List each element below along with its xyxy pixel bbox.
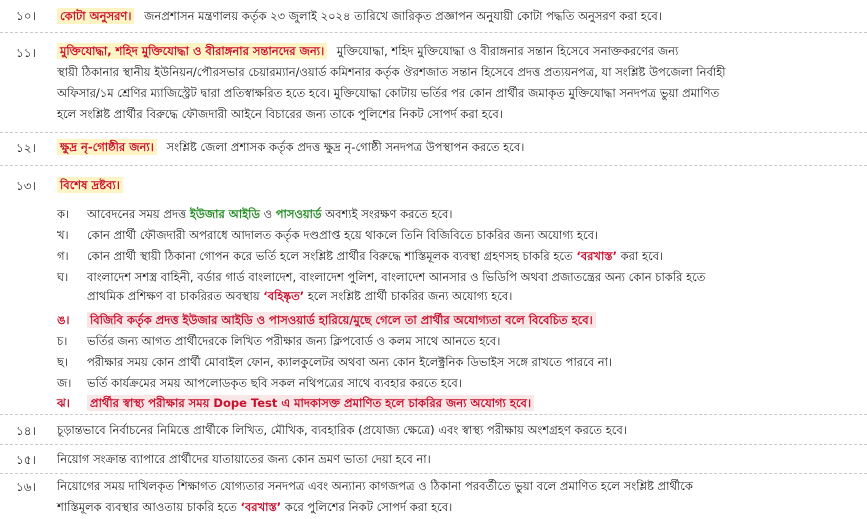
divider	[0, 32, 867, 33]
divider	[0, 165, 867, 166]
item-label: জ।	[57, 376, 72, 390]
item-text: পরীক্ষার সময় কোন প্রার্থী মোবাইল ফোন, ক্যালকুলেটর অথবা অন্য কোন ইলেক্ট্রনিক ডিভাইস সঙ্গে রাখতে পারবে না।	[87, 355, 613, 369]
section-16	[0, 476, 867, 518]
dismissed-text: ‘বরখাস্ত’	[240, 500, 282, 514]
item-label: ঘ।	[57, 270, 69, 284]
section-text-line: স্থায়ী ঠিকানার স্থানীয় ইউনিয়ন/পৌরসভার চেয়ারম্যান/ওয়ার্ড কমিশনার কর্তৃক ঔরশজাত সন্তান হিসেবে প্রদত্ত প্রত্যয়নপত্র, যা সংশ্লিষ্ট উপজেলা নির্বাহী	[57, 65, 726, 79]
list-item	[57, 353, 859, 372]
list-item	[57, 374, 859, 393]
section-heading: ক্ষুদ্র নৃ-গোষ্ঠীর জন্য।	[57, 139, 157, 155]
item-text: বিজিবি কর্তৃক প্রদত্ত ইউজার আইডি ও পাসওয়ার্ড হারিয়ে/মুছে গেলে তা প্রার্থীর অযোগ্যতা বলে বিবেচিত হবে।	[87, 312, 596, 328]
item-text: বাংলাদেশ সশস্ত্র বাহিনী, বর্ডার গার্ড বাংলাদেশ, বাংলাদেশ পুলিশ, বাংলাদেশ আনসার ও ভিডিপি অথবা প্রজাতন্ত্রের অন্য কোন চাকরি হতে	[87, 270, 706, 284]
item-text: ভর্তি কার্যক্রমের সময় আপলোডকৃত ছবি সকল নথিপত্রের সাথে ব্যবহার করতে হবে।	[87, 376, 462, 390]
divider	[0, 132, 867, 133]
divider	[0, 414, 867, 415]
divider	[0, 444, 867, 445]
section-number: ১৫।	[16, 453, 36, 467]
item-text: অবশ্যই সংরক্ষণ করতে হবে।	[325, 207, 453, 221]
dismissed-text: ‘বরখাস্ত’	[576, 249, 617, 263]
item-text: করা হবে।	[620, 249, 664, 263]
section-text: শাস্তিমূলক ব্যবস্থার আওতায় চাকরি হতে	[57, 500, 237, 514]
list-item	[57, 247, 859, 266]
item-text: কোন প্রার্থী স্থায়ী ঠিকানা গোপন করে ভর্তি হলে সংশ্লিষ্ট প্রার্থীর বিরুদ্ধে শাস্তিমূলক ব্যবস্থা গ্রহণসহ চাকরি হতে	[87, 249, 573, 263]
item-text: ও	[263, 207, 273, 221]
section-text: জনপ্রশাসন মন্ত্রণালয় কর্তৃক ২৩ জুলাই ২০২৪ তারিখে জারিকৃত প্রজ্ঞাপন অনুযায়ী কোটা পদ্ধতি অনুসরণ করা হবে।	[144, 9, 662, 23]
item-text: কোন প্রার্থী ফৌজদারী অপরাধে আদালত কর্তৃক দণ্ডপ্রাপ্ত হয়ে থাকলে তিনি বিজিবিতে চাকরির জন্য অযোগ্য হবে।	[87, 228, 599, 242]
item-label: ছ।	[57, 355, 69, 369]
section-heading: কোটা অনুসরণ।	[57, 8, 134, 24]
item-label: ঙ।	[57, 313, 70, 327]
section-number: ১১।	[16, 46, 36, 60]
section-heading: বিশেষ দ্রষ্টব্য।	[57, 177, 123, 193]
section-10	[0, 6, 867, 28]
section-text: সংশ্লিষ্ট জেলা প্রশাসক কর্তৃক প্রদত্ত ক্ষুদ্র নৃ-গোষ্ঠী সনদপত্র উপস্থাপন করতে হবে।	[166, 140, 525, 154]
list-item	[57, 311, 859, 330]
section-text: চূড়ান্তভাবে নির্বাচনের নিমিত্তে প্রার্থীকে লিখিত, মৌখিক, ব্যবহারিক (প্রযোজ্য ক্ষেত্রে) এবং স্বাস্থ্য পরীক্ষায় অংশগ্রহণ করতে হবে।	[57, 423, 627, 437]
list-item	[57, 226, 859, 245]
divider	[0, 473, 867, 474]
section-number: ১৪।	[16, 424, 36, 438]
section-text-line: মুক্তিযোদ্ধা, শহিদ মুক্তিযোদ্ধা ও বীরাঙ্গনার সন্তান হিসেবে সনাক্তকরণের জন্য	[336, 44, 679, 58]
item-label: খ।	[57, 228, 69, 242]
list-item	[57, 332, 859, 351]
section-text-line: নিয়োগের সময় দাখিলকৃত শিক্ষাগত যোগ্যতার সনদপত্র এবং অন্যান্য কাগজপত্র ও ঠিকানা পরবর্তীতে ভুয়া বলে প্রমাণিত হলে সংশ্লিষ্ট প্রার্থীকে	[57, 479, 693, 493]
section-number: ১৬।	[16, 480, 36, 494]
section-14	[0, 420, 867, 442]
section-text-line: হলে সংশ্লিষ্ট প্রার্থীর বিরুদ্ধে ফৌজদারী আইনে বিচারের জন্য তাকে পুলিশের নিকট সোপর্দ করা হবে।	[57, 107, 503, 121]
section-heading: মুক্তিযোদ্ধা, শহিদ মুক্তিযোদ্ধা ও বীরাঙ্গনার সন্তানদের জন্য।	[57, 43, 327, 59]
item-text: প্রার্থীর স্বাস্থ্য পরীক্ষার সময় Dope Test এ মাদকাসক্ত প্রমাণিত হলে চাকরির জন্য অযোগ্য হবে।	[87, 395, 534, 411]
section-number: ১০।	[16, 9, 36, 23]
list-item	[57, 268, 859, 308]
section-12	[0, 137, 867, 159]
section-15	[0, 449, 867, 471]
section-number: ১২।	[16, 141, 36, 155]
item-text: প্রাথমিক প্রশিক্ষণ বা চাকরিরত অবস্থায়	[87, 289, 260, 303]
section-text-line: অফিসার/১ম শ্রেণির ম্যাজিস্ট্রেট দ্বারা প্রতিস্বাক্ষরিত হতে হবে। মুক্তিযোদ্ধা কোটায় ভর্তির পর কোন প্রার্থীর জমাকৃত মুক্তিযোদ্ধা সনদপত্র ভুয়া প্রমাণিত	[57, 86, 720, 100]
user-id-text: ইউজার আইডি	[189, 207, 260, 221]
item-label: ক।	[57, 207, 70, 221]
password-text: পাসওয়ার্ড	[275, 207, 322, 221]
item-text: হলে সংশ্লিষ্ট প্রার্থী চাকরির জন্য অযোগ্য হবে।	[307, 289, 513, 303]
section-text: করে পুলিশের নিকট সোপর্দ করা হবে।	[284, 500, 453, 514]
item-text: আবেদনের সময় প্রদত্ত	[87, 207, 187, 221]
section-13	[0, 175, 867, 410]
expelled-text: ‘বহিষ্কৃত’	[263, 289, 305, 303]
list-item	[57, 394, 859, 413]
item-text: ভর্তির জন্য আগত প্রার্থীদেরকে লিখিত পরীক্ষার জন্য ক্লিপবোর্ড ও কলম সাথে আনতে হবে।	[87, 334, 501, 348]
section-number: ১৩।	[16, 179, 36, 193]
item-label: চ।	[57, 334, 68, 348]
section-11	[0, 41, 867, 127]
list-item	[57, 205, 859, 224]
item-label: গ।	[57, 249, 69, 263]
section-text: নিয়োগ সংক্রান্ত ব্যাপারে প্রার্থীদের যাতায়াতের জন্য কোন ভ্রমণ ভাতা দেয়া হবে না।	[57, 452, 431, 466]
item-label: ঝ।	[57, 396, 70, 410]
